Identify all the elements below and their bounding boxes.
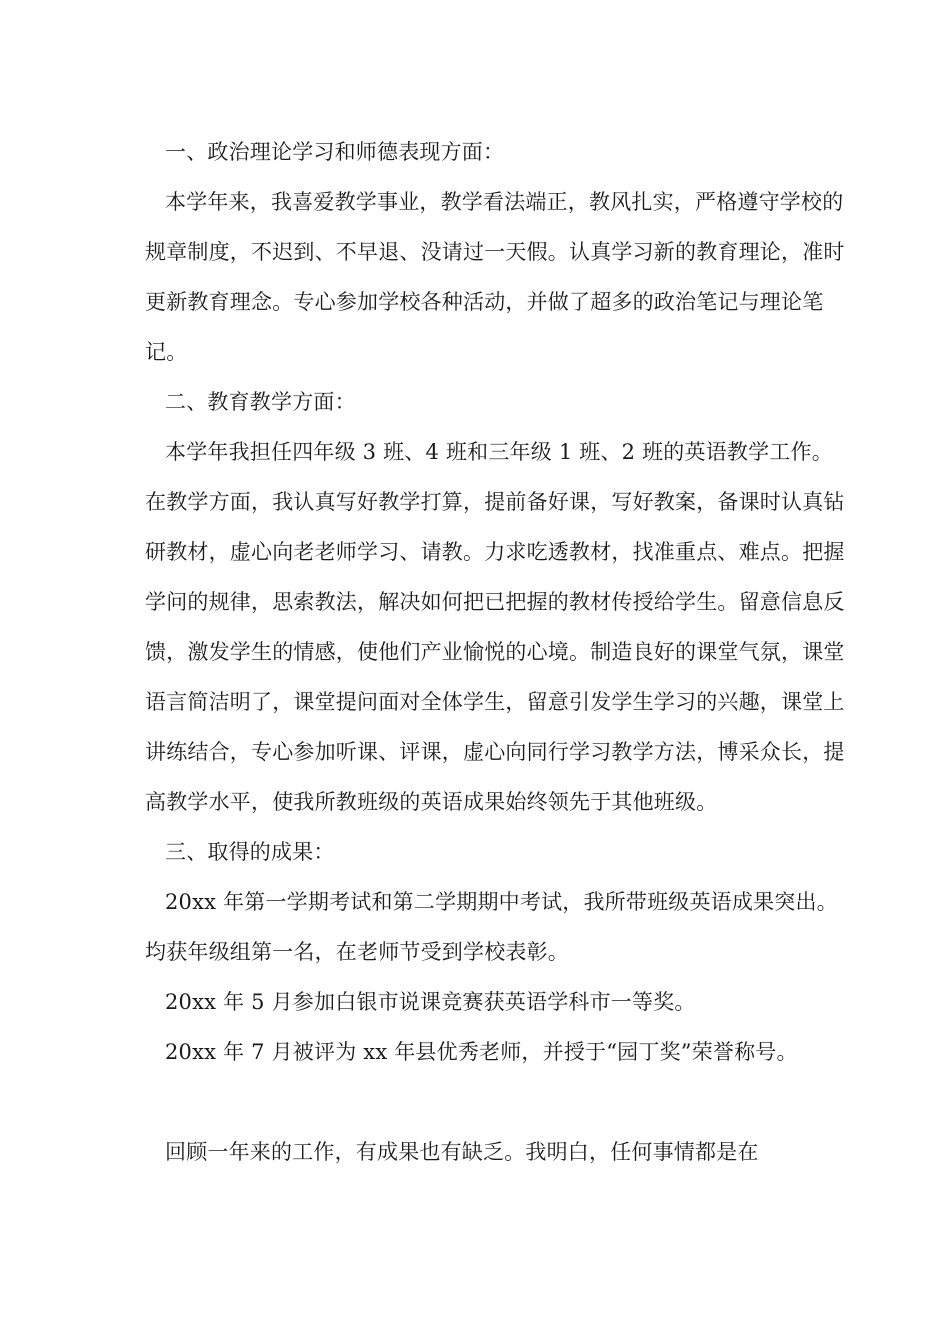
- paragraph-teaching: 本学年我担任四年级 3 班、4 班和三年级 1 班、2 班的英语教学工作。在教学方面，我认真写好教学打算，提前备好课，写好教案，备课时认真钻研教材，虚心向老老师学习、请教。力求吃透教材，找准重点、难点。把握学问的规律，思索教法，解决如何把已把握的教材传授给学生。留意信息反馈，激发学生的情感，使他们产业愉悦的心境。制造良好的课堂气氛，课堂语言简洁明了，课堂提问面对全体学生，留意引发学生学习的兴趣，课堂上讲练结合，专心参加听课、评课，虚心向同行学习教学方法，博采众长，提高教学水平，使我所教班级的英语成果始终领先于其他班级。: [145, 440, 845, 814]
- paragraph-achievement-3: 20xx 年 7 月被评为 xx 年县优秀老师，并授于“园丁奖”荣誉称号。: [165, 1040, 798, 1064]
- section-heading-teaching: 二、教育教学方面：: [165, 390, 356, 414]
- paragraph-achievement-2: 20xx 年 5 月参加白银市说课竞赛获英语学科市一等奖。: [165, 990, 696, 1014]
- blank-line: [145, 1077, 845, 1127]
- section-heading-achievements: 三、取得的成果：: [165, 840, 335, 864]
- document-body: [145, 127, 845, 1177]
- paragraph-politics: 本学年来，我喜爱教学事业，教学看法端正，教风扎实，严格遵守学校的规章制度，不迟到、不早退、没请过一天假。认真学习新的教育理论，准时更新教育理念。专心参加学校各种活动，并做了超多的政治笔记与理论笔记。: [145, 190, 845, 364]
- paragraph-achievement-1: 20xx 年第一学期考试和第二学期期中考试，我所带班级英语成果突出。均获年级组第一名，在老师节受到学校表彰。: [145, 890, 838, 964]
- paragraph-closing: 回顾一年来的工作，有成果也有缺乏。我明白，任何事情都是在: [165, 1140, 759, 1164]
- section-heading-politics: 一、政治理论学习和师德表现方面：: [165, 140, 505, 164]
